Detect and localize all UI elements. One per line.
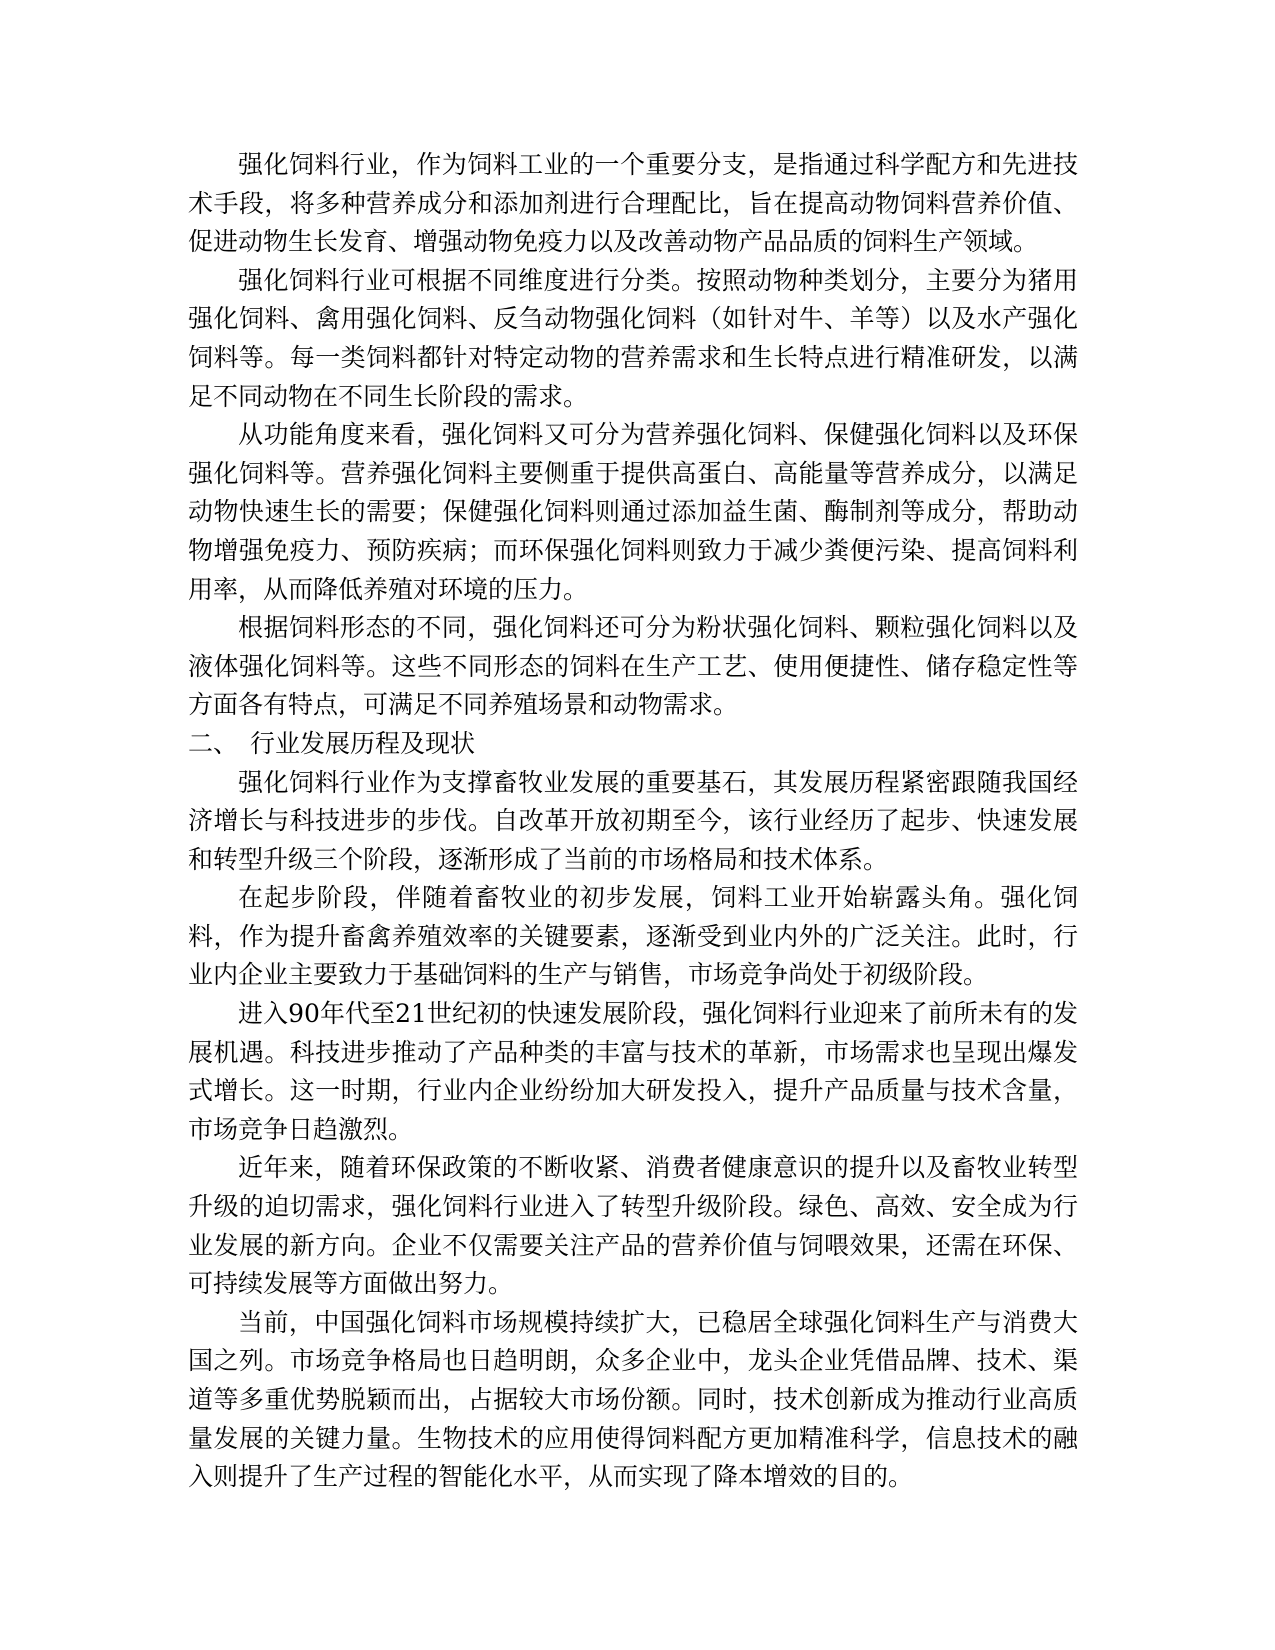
paragraph-rapid-growth-stage: 进入90年代至21世纪初的快速发展阶段，强化饲料行业迎来了前所未有的发展机遇。科技进步推动了产品种类的丰富与技术的革新，市场需求也呈现出爆发式增长。这一时期，行业内企业纷纷加大研发投入，提升产品质量与技术含量，市场竞争日趋激烈。 <box>188 999 1078 1144</box>
paragraph-history-overview: 强化饲料行业作为支撑畜牧业发展的重要基石，其发展历程紧密跟随我国经济增长与科技进步的步伐。自改革开放初期至今，该行业经历了起步、快速发展和转型升级三个阶段，逐渐形成了当前的市场格局和技术体系。 <box>188 767 1078 874</box>
paragraph-classification-by-animal: 强化饲料行业可根据不同维度进行分类。按照动物种类划分，主要分为猪用强化饲料、禽用强化饲料、反刍动物强化饲料（如针对牛、羊等）以及水产强化饲料等。每一类饲料都针对特定动物的营养需求和生长特点进行精准研发，以满足不同动物在不同生长阶段的需求。 <box>188 265 1078 411</box>
section-heading-title: 行业发展历程及现状 <box>250 728 476 758</box>
section-heading-number: 二、 <box>188 728 239 758</box>
paragraph-current-status: 当前，中国强化饲料市场规模持续扩大，已稳居全球强化饲料生产与消费大国之列。市场竞争格局也日趋明朗，众多企业中，龙头企业凭借品牌、技术、渠道等多重优势脱颖而出，占据较大市场份额。同时，技术创新成为推动行业高质量发展的关键力量。生物技术的应用使得饲料配方更加精准科学，信息技术的融入则提升了生产过程的智能化水平，从而实现了降本增效的目的。 <box>188 1307 1078 1492</box>
paragraph-startup-stage: 在起步阶段，伴随着畜牧业的初步发展，饲料工业开始崭露头角。强化饲料，作为提升畜禽养殖效率的关键要素，逐渐受到业内外的广泛关注。此时，行业内企业主要致力于基础饲料的生产与销售，市场竞争尚处于初级阶段。 <box>188 883 1078 990</box>
paragraph-classification-by-form: 根据饲料形态的不同，强化饲料还可分为粉状强化饲料、颗粒强化饲料以及液体强化饲料等。这些不同形态的饲料在生产工艺、使用便捷性、储存稳定性等方面各有特点，可满足不同养殖场景和动物需求。 <box>188 613 1078 720</box>
document-page <box>188 146 1078 1497</box>
paragraph-definition: 强化饲料行业，作为饲料工业的一个重要分支，是指通过科学配方和先进技术手段，将多种营养成分和添加剂进行合理配比，旨在提高动物饲料营养价值、促进动物生长发育、增强动物免疫力以及改善动物产品品质的饲料生产领域。 <box>188 150 1078 257</box>
section-heading <box>188 725 1078 764</box>
paragraph-classification-by-function: 从功能角度来看，强化饲料又可分为营养强化饲料、保健强化饲料以及环保强化饲料等。营养强化饲料主要侧重于提供高蛋白、高能量等营养成分，以满足动物快速生长的需要；保健强化饲料则通过添加益生菌、酶制剂等成分，帮助动物增强免疫力、预防疾病；而环保强化饲料则致力于减少粪便污染、提高饲料利用率，从而降低养殖对环境的压力。 <box>188 420 1078 604</box>
paragraph-transformation-stage: 近年来，随着环保政策的不断收紧、消费者健康意识的提升以及畜牧业转型升级的迫切需求，强化饲料行业进入了转型升级阶段。绿色、高效、安全成为行业发展的新方向。企业不仅需要关注产品的营养价值与饲喂效果，还需在环保、可持续发展等方面做出努力。 <box>188 1153 1078 1299</box>
